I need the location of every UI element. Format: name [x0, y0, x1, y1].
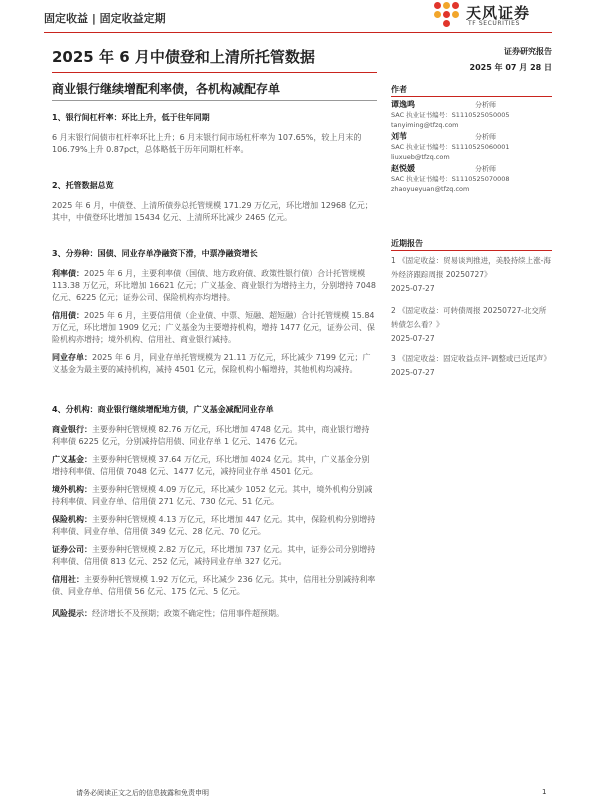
paragraph-lead: 商业银行： [52, 425, 92, 434]
author-card [391, 132, 552, 162]
paragraph-lead: 信用债： [52, 311, 84, 320]
risk-text: 经济增长不及预期；政策不确定性；信用事件超预期。 [92, 609, 284, 618]
recent-report-item[interactable] [391, 254, 552, 296]
recent-report-item[interactable] [391, 352, 552, 380]
paragraph-text: 主要券种托管规模 37.64 万亿元，环比增加 4024 亿元。其中，广义基金分别增持利率债、信用债 7048 亿元、1477 亿元，减持同业存单 4501 亿元。 [52, 455, 370, 476]
author-card [391, 100, 552, 130]
logo-mark-icon [434, 2, 460, 28]
title-divider [52, 72, 377, 73]
recent-divider [391, 250, 552, 251]
recent-report-item[interactable] [391, 304, 552, 346]
section-heading: 2、托管数据总览 [52, 181, 114, 190]
author-license: SAC 执业证书编号：S1110525070008 [391, 175, 510, 183]
rate-bond-paragraph [52, 268, 376, 304]
header-divider [44, 32, 552, 33]
author-email[interactable]: tanyiming@tfzq.com [391, 121, 459, 129]
broad-fund-paragraph [52, 454, 376, 478]
paragraph-text: 2025 年 6 月，同业存单托管规模为 21.11 万亿元，环比减少 7199 亿元；广义基金为最主要的减持机构，减持 4501 亿元，保险机构小幅增持，其他机构均减持。 [52, 353, 371, 374]
page-number: 1 [542, 788, 547, 796]
paragraph-lead: 广义基金： [52, 455, 92, 464]
report-date: 2025 年 07 月 28 日 [469, 63, 552, 72]
paragraph-text: 2025 年 6 月，主要信用债（企业债、中票、短融、超短融）合计托管规模 15.84 万亿元，环比增加 1909 亿元；广义基金为主要增持机构，增持 1477 亿元，证券公司、保险机构亦增持；境外机构、信用社、商业银行减持。 [52, 311, 375, 344]
author-role: 分析师 [475, 101, 496, 109]
paragraph-text: 2025 年 6 月，主要利率债（国债、地方政府债、政策性银行债）合计托管规模 113.38 万亿元，环比增加 16621 亿元；广义基金、商业银行为增持主力，分别增持 7048 亿元、6225 亿元；证券公司、保险机构亦均增持。 [52, 269, 376, 302]
recent-report-title[interactable]: 3 《固定收益：固定收益点评-调整或已近尾声》 [391, 354, 551, 363]
section-paragraph: 6 月末银行间债市杠杆率环比上升；6 月末银行间市场杠杆率为 107.65%，较上月末的 106.79%上升 0.87pct，总体略低于历年同期杠杆率。 [52, 133, 362, 154]
risk-lead: 风险提示： [52, 609, 92, 618]
recent-report-date: 2025-07-27 [391, 368, 435, 377]
page-subtitle: 商业银行继续增配利率债，各机构减配存单 [52, 82, 281, 96]
author-name: 谭逸鸣 [391, 100, 415, 109]
recent-report-title[interactable]: 1 《固定收益：贸易谈判推进，美股持续上涨-海外经济跟踪周报 20250727》 [391, 256, 551, 279]
commercial-bank-paragraph [52, 424, 376, 448]
paragraph-text: 主要券种托管规模 82.76 万亿元，环比增加 4748 亿元。其中，商业银行增持利率债 6225 亿元，分别减持信用债、同业存单 1 亿元、1476 亿元。 [52, 425, 370, 446]
author-role: 分析师 [475, 165, 496, 173]
author-name: 刘苇 [391, 132, 407, 141]
logo-text-cn: 天风证券 [466, 4, 531, 22]
paragraph-lead: 利率债： [52, 269, 84, 278]
report-type: 证券研究报告 [504, 47, 552, 56]
paragraph-text: 主要券种托管规模 4.09 万亿元，环比减少 1052 亿元。其中，境外机构分别减持利率债、同业存单、信用债 271 亿元、730 亿元、51 亿元。 [52, 485, 373, 506]
paragraph-lead: 信用社： [52, 575, 84, 584]
section-by-institution [52, 404, 376, 598]
paragraph-lead: 证券公司： [52, 545, 92, 554]
credit-union-paragraph [52, 574, 376, 598]
recent-reports-heading: 近期报告 [391, 239, 423, 248]
author-role: 分析师 [475, 133, 496, 141]
subtitle-divider [52, 100, 377, 101]
risk-warning [52, 608, 376, 620]
author-license: SAC 执业证书编号：S1110525060001 [391, 143, 510, 151]
section-heading: 1、银行间杠杆率：环比上升，低于往年同期 [52, 113, 210, 122]
logo-text-en: TF SECURITIES [468, 20, 520, 27]
ncd-paragraph [52, 352, 376, 376]
section-by-bond-type [52, 248, 376, 376]
footer-disclaimer: 请务必阅读正文之后的信息披露和免责申明 [76, 789, 209, 797]
header-category: 固定收益 | 固定收益定期 [44, 12, 166, 25]
foreign-institution-paragraph [52, 484, 376, 508]
paragraph-lead: 境外机构： [52, 485, 92, 494]
paragraph-lead: 保险机构： [52, 515, 92, 524]
authors-divider [391, 96, 552, 97]
author-email[interactable]: zhaoyueyuan@tfzq.com [391, 185, 470, 193]
section-overview [52, 180, 376, 224]
insurance-paragraph [52, 514, 376, 538]
paragraph-lead: 同业存单： [52, 353, 92, 362]
credit-bond-paragraph [52, 310, 376, 346]
section-heading: 4、分机构：商业银行继续增配地方债，广义基金减配同业存单 [52, 405, 274, 414]
section-paragraph: 2025 年 6 月，中债登、上清所债券总托管规模 171.29 万亿元，环比增加 12968 亿元；其中，中债登环比增加 15434 亿元、上清所环比减少 2465 亿元。 [52, 201, 373, 222]
section-leverage [52, 112, 376, 156]
recent-report-date: 2025-07-27 [391, 284, 435, 293]
author-email[interactable]: liuxueb@tfzq.com [391, 153, 450, 161]
section-heading: 3、分券种：国债、同业存单净融资下滑，中票净融资增长 [52, 249, 258, 258]
recent-report-date: 2025-07-27 [391, 334, 435, 343]
paragraph-text: 主要券种托管规模 1.92 万亿元，环比减少 236 亿元。其中，信用社分别减持利率债、同业存单、信用债 56 亿元、175 亿元、5 亿元。 [52, 575, 376, 596]
paragraph-text: 主要券种托管规模 4.13 万亿元，环比增加 447 亿元。其中，保险机构分别增持利率债、同业存单、信用债 349 亿元、28 亿元、70 亿元。 [52, 515, 376, 536]
author-card [391, 164, 552, 194]
author-license: SAC 执业证书编号：S1110525050005 [391, 111, 510, 119]
author-name: 赵悦媛 [391, 164, 415, 173]
recent-report-title[interactable]: 2 《固定收益：可转债周报 20250727-北交所转债怎么看？》 [391, 306, 547, 329]
page-title: 2025 年 6 月中债登和上清所托管数据 [52, 48, 315, 66]
paragraph-text: 主要券种托管规模 2.82 万亿元，环比增加 737 亿元。其中，证券公司分别增持利率债、信用债 813 亿元、252 亿元，减持同业存单 327 亿元。 [52, 545, 376, 566]
securities-firm-paragraph [52, 544, 376, 568]
brand-logo [434, 2, 559, 32]
authors-heading: 作者 [391, 85, 407, 94]
main-content [52, 112, 376, 620]
